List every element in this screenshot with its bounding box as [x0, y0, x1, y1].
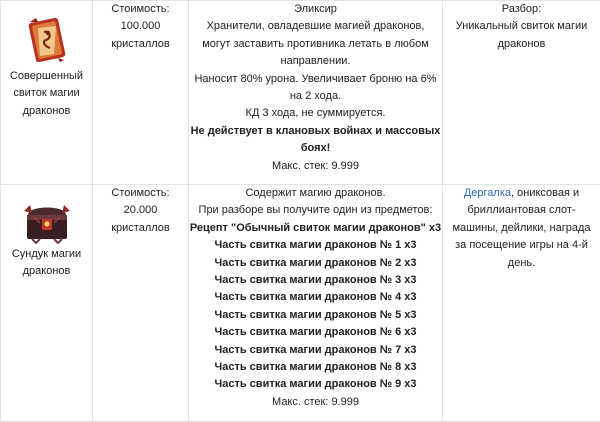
source-line: день. [443, 255, 600, 272]
desc-line: Хранители, овладевшие магией драконов, [189, 18, 442, 35]
desc-bold-line: Часть свитка магии драконов № 4 x3 [189, 289, 442, 306]
desc-bold-line: Часть свитка магии драконов № 9 x3 [189, 376, 442, 393]
desc-bold-line: боях! [189, 140, 442, 157]
desc-line: Эликсир [189, 1, 442, 18]
item-cell [1, 1, 93, 185]
source-line: за посещение игры на 4-й [443, 237, 600, 254]
table-row [1, 185, 600, 422]
description-cell [189, 185, 443, 422]
desc-bold-line: Часть свитка магии драконов № 5 x3 [189, 307, 442, 324]
source-line-rest: , ониксовая и [511, 187, 579, 199]
desc-line: При разборе вы получите один из предметов: [189, 202, 442, 219]
desc-bold-line: Часть свитка магии драконов № 6 x3 [189, 324, 442, 341]
item-name-line: свиток магии [1, 85, 92, 102]
source-line: Разбор: [443, 1, 600, 18]
desc-bold-line: Рецепт "Обычный свиток магии драконов" x3 [189, 220, 442, 237]
desc-bold-line: Часть свитка магии драконов № 3 x3 [189, 272, 442, 289]
source-cell [443, 185, 600, 422]
cost-label: Стоимость: [93, 1, 188, 18]
source-line: бриллиантовая слот- [443, 202, 600, 219]
item-cell [1, 185, 93, 422]
cost-cell [93, 185, 189, 422]
desc-line: КД 3 хода, не суммируется. [189, 105, 442, 122]
cost-unit: кристаллов [93, 220, 188, 237]
item-name-line: драконов [1, 103, 92, 120]
source-line: машины, дейлики, награда [443, 220, 600, 237]
description-cell [189, 1, 443, 185]
max-stack: Макс. стек: 9.999 [189, 394, 442, 411]
source-line: драконов [443, 36, 600, 53]
cost-unit: кристаллов [93, 36, 188, 53]
source-line [443, 185, 600, 202]
desc-bold-line: Не действует в клановых войнах и массовых [189, 123, 442, 140]
desc-bold-line: Часть свитка магии драконов № 8 x3 [189, 359, 442, 376]
cost-label: Стоимость: [93, 185, 188, 202]
item-name-line: Сундук магии [1, 246, 92, 263]
desc-line: Содержит магию драконов. [189, 185, 442, 202]
table-row [1, 1, 600, 185]
desc-line: направлении. [189, 53, 442, 70]
source-cell [443, 1, 600, 185]
dragon-chest-icon [22, 199, 72, 245]
cost-cell [93, 1, 189, 185]
desc-bold-line: Часть свитка магии драконов № 7 x3 [189, 342, 442, 359]
cost-amount: 20.000 [93, 202, 188, 219]
source-line: Уникальный свиток магии [443, 18, 600, 35]
desc-line: на 2 хода. [189, 88, 442, 105]
desc-line: Наносит 80% урона. Увеличивает броню на 6% [189, 71, 442, 88]
dergalka-link[interactable]: Дергалка [464, 187, 511, 199]
max-stack: Макс. стек: 9.999 [189, 158, 442, 175]
item-name-line: Совершенный [1, 68, 92, 85]
desc-bold-line: Часть свитка магии драконов № 2 x3 [189, 255, 442, 272]
cost-amount: 100.000 [93, 18, 188, 35]
desc-line: могут заставить противника летать в любом [189, 36, 442, 53]
item-name-line: драконов [1, 263, 92, 280]
red-dragon-scroll-icon [24, 14, 70, 66]
desc-bold-line: Часть свитка магии драконов № 1 x3 [189, 237, 442, 254]
